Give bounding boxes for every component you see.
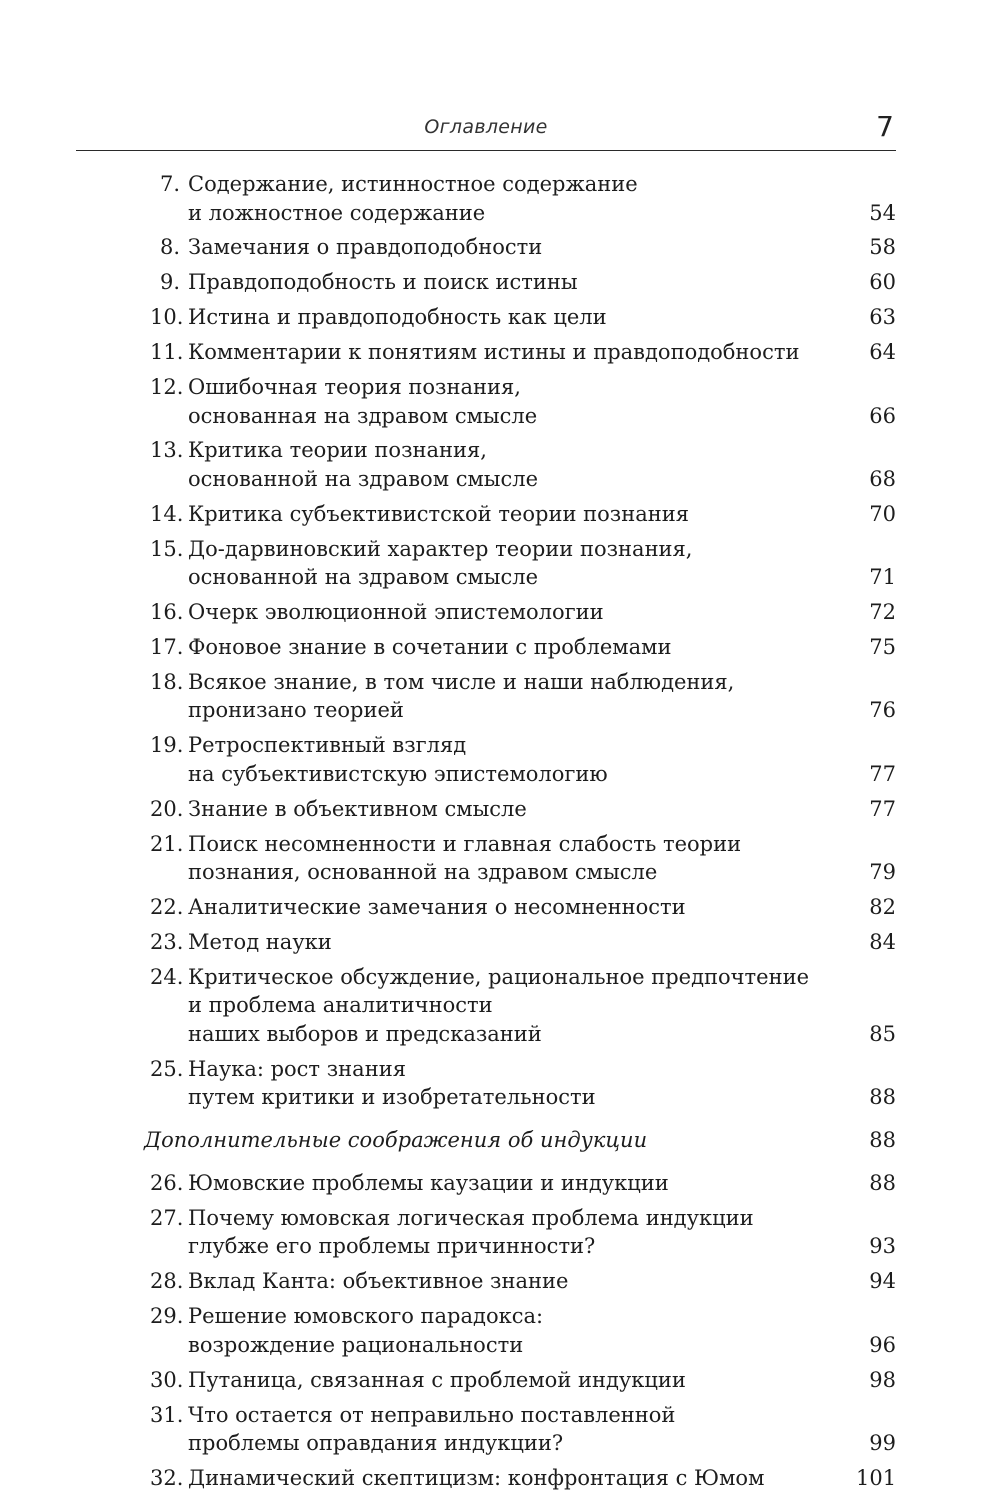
- dot-leader: [681, 1170, 842, 1199]
- toc-entry-title-line: Всякое знание, в том числе и наши наблюдения,: [188, 669, 735, 694]
- toc-page-number: 68: [869, 466, 896, 491]
- toc-page-number: 70: [869, 501, 896, 526]
- toc-entry-title-line: познания, основанной на здравом смысле: [188, 860, 658, 885]
- toc-entry-title-line: основанной на здравом смысле: [188, 466, 539, 491]
- toc-entry-title-line: Юмовские проблемы каузации и индукции: [188, 1171, 669, 1195]
- dot-leader: [619, 304, 842, 333]
- toc-page-number: 88: [869, 1085, 896, 1110]
- toc-entry-title-line: Замечания о правдоподобности: [188, 235, 543, 260]
- dot-leader: [607, 1233, 842, 1262]
- toc-entry-title-line: на субъективистскую эпистемологию: [188, 761, 608, 786]
- toc-entry-number: 8.: [159, 235, 180, 260]
- dot-leader: [497, 200, 842, 229]
- dot-leader: [669, 859, 842, 888]
- toc-entry-number: 29.: [150, 1304, 184, 1329]
- toc-page-number: 71: [869, 565, 896, 590]
- toc-entry-number: 13.: [150, 438, 184, 463]
- dot-leader: [776, 1465, 842, 1494]
- toc-entry-title-line: возрождение рациональности: [188, 1332, 524, 1357]
- toc-entry-title-line: Правдоподобность и поиск истины: [188, 270, 578, 295]
- toc-entry-title-line: Фоновое знание в сочетании с проблемами: [188, 635, 672, 659]
- toc-entry-number: 11.: [150, 340, 184, 365]
- toc-entry-title-line: и ложностное содержание: [188, 200, 486, 225]
- toc-entry-title-line: Динамический скептицизм: конфронтация с Юмом: [188, 1465, 765, 1490]
- dot-leader: [344, 929, 842, 958]
- dot-leader: [698, 1367, 842, 1396]
- toc-page-number: 75: [869, 635, 896, 659]
- toc-entry-number: 24.: [150, 964, 184, 989]
- toc-entry-number: 16.: [150, 600, 184, 625]
- toc-entry-title-line: Истина и правдоподобность как цели: [188, 305, 607, 330]
- toc-page-number: 77: [869, 761, 896, 786]
- dot-leader: [608, 1084, 842, 1113]
- toc-page-number: 58: [869, 235, 896, 260]
- toc-entry-title-line: Очерк эволюционной эпистемологии: [188, 600, 604, 625]
- toc-entry-title-line: пронизано теорией: [188, 698, 404, 723]
- toc-entry-title-line: Критика субъективистской теории познания: [188, 501, 689, 526]
- dot-leader: [535, 1332, 842, 1361]
- dot-leader: [554, 1021, 842, 1050]
- dot-leader: [580, 1268, 842, 1297]
- toc-entry-number: 19.: [150, 733, 184, 758]
- toc-entry-number: 9.: [159, 270, 180, 295]
- toc-entry-number: 30.: [150, 1367, 184, 1392]
- dot-leader: [590, 269, 842, 298]
- dot-leader: [698, 894, 842, 923]
- toc-entry-number: 10.: [150, 305, 184, 330]
- toc-entry-title-line: и проблема аналитичности: [188, 993, 493, 1018]
- toc-entry-title-line: Наука: рост знания: [188, 1056, 406, 1081]
- toc-entry-title-line: Критическое обсуждение, рациональное предпочтение: [188, 964, 810, 989]
- toc-page-number: 99: [869, 1431, 896, 1455]
- toc-entry-title-line: Дополнительные соображения об индукции: [144, 1128, 648, 1153]
- toc-entry-number: 21.: [150, 831, 184, 856]
- toc-entry-title-line: Что остается от неправильно поставленной: [188, 1402, 676, 1427]
- toc-entry-number: 7.: [159, 172, 180, 196]
- toc-page-number: 84: [869, 929, 896, 954]
- toc-page-number: 76: [869, 698, 896, 723]
- toc-entry-number: 15.: [150, 536, 184, 561]
- dot-leader: [550, 564, 842, 593]
- toc-entry-title-line: Почему юмовская логическая проблема индукции: [188, 1205, 754, 1230]
- toc-entry-title-line: До-дарвиновский характер теории познания,: [188, 536, 693, 561]
- toc-entry-number: 22.: [150, 895, 184, 919]
- toc-page-number: 98: [869, 1367, 896, 1392]
- toc-entry-title-line: наших выборов и предсказаний: [188, 1021, 542, 1046]
- toc-entry-title-line: глубже его проблемы причинности?: [188, 1234, 596, 1259]
- toc-page-number: 60: [869, 270, 896, 295]
- toc-entry-number: 27.: [150, 1205, 184, 1230]
- toc-page-number: 93: [869, 1234, 896, 1259]
- toc-entry-title-line: Метод науки: [188, 929, 332, 954]
- toc-page-number: 94: [869, 1269, 896, 1294]
- toc-entry-title-line: Вклад Канта: объективное знание: [188, 1269, 569, 1294]
- dot-leader: [575, 1430, 842, 1459]
- toc-entry-number: 25.: [150, 1056, 184, 1081]
- toc-entry-title-line: Комментарии к понятиям истины и правдоподобности: [188, 340, 800, 365]
- toc-entry-title-line: Аналитические замечания о несомненности: [188, 895, 686, 919]
- dot-leader: [620, 761, 842, 790]
- dot-leader: [549, 403, 842, 432]
- toc-entry-title-line: Путаница, связанная с проблемой индукции: [188, 1367, 686, 1392]
- toc-entry-number: 32.: [150, 1465, 184, 1490]
- toc-entry-title-line: проблемы оправдания индукции?: [188, 1431, 564, 1455]
- toc-page-number: 101: [856, 1465, 897, 1490]
- toc-entry-title-line: Решение юмовского парадокса:: [188, 1304, 544, 1329]
- running-header: [76, 110, 896, 151]
- dot-leader: [659, 1127, 842, 1156]
- toc-entry-number: 18.: [150, 669, 184, 694]
- dot-leader: [616, 599, 842, 628]
- page-number: 7: [876, 110, 894, 143]
- toc-page-number: 88: [869, 1171, 896, 1195]
- dot-leader: [701, 501, 842, 530]
- toc-entry-title-line: Содержание, истинностное содержание: [188, 172, 638, 196]
- dot-leader: [554, 234, 842, 263]
- toc-page-number: 96: [869, 1332, 896, 1357]
- dot-leader: [811, 339, 842, 368]
- toc-entry-number: 17.: [150, 635, 184, 659]
- toc-entry-number: 23.: [150, 929, 184, 954]
- toc-entry-number: 28.: [150, 1269, 184, 1294]
- toc-page-number: 79: [869, 860, 896, 885]
- dot-leader: [683, 634, 842, 663]
- dot-leader: [539, 796, 842, 825]
- toc-page-number: 88: [869, 1128, 896, 1153]
- toc-entry-number: 31.: [150, 1402, 184, 1427]
- toc-entry-title-line: основанная на здравом смысле: [188, 403, 538, 428]
- toc-entry-title-line: основанной на здравом смысле: [188, 565, 539, 590]
- dot-leader: [550, 466, 842, 495]
- toc-page-number: 64: [869, 340, 896, 365]
- toc-entry-title-line: путем критики и изобретательности: [188, 1085, 596, 1110]
- toc-entry-number: 12.: [150, 375, 184, 399]
- toc-entry-title-line: Знание в объективном смысле: [188, 796, 527, 821]
- toc-page-number: 77: [869, 796, 896, 821]
- toc-page-number: 63: [869, 305, 896, 330]
- toc-entry-title-line: Критика теории познания,: [188, 438, 487, 463]
- toc-entry-number: 20.: [150, 796, 184, 821]
- toc-page-number: 54: [869, 200, 896, 225]
- toc-page-number: 82: [869, 895, 896, 919]
- running-title: Оглавление: [424, 116, 548, 138]
- toc-entry-title-line: Ошибочная теория познания,: [188, 375, 521, 399]
- toc-entry-number: 14.: [150, 501, 184, 526]
- toc-entry-title-line: Ретроспективный взгляд: [188, 733, 467, 758]
- toc-page-number: 72: [869, 600, 896, 625]
- dot-leader: [416, 697, 842, 726]
- toc-page-number: 85: [869, 1021, 896, 1046]
- toc-page-number: 66: [869, 403, 896, 428]
- toc-entry-title-line: Поиск несомненности и главная слабость теории: [188, 831, 742, 856]
- toc-entry-number: 26.: [150, 1171, 184, 1195]
